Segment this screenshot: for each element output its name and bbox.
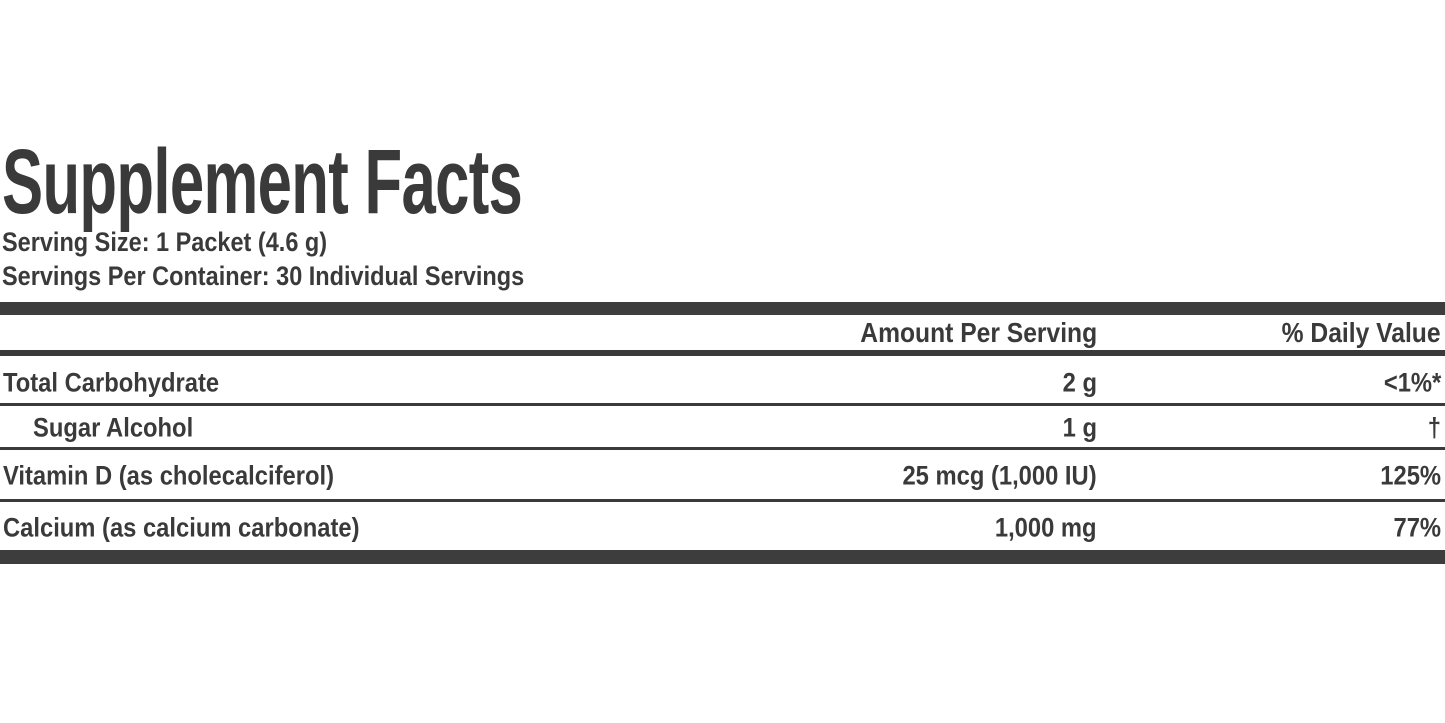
thick-divider-bottom [0,550,1445,564]
label-title: Supplement Facts [2,131,523,233]
table-row [0,505,1445,550]
nutrient-daily-value: <1%* [1383,367,1441,397]
nutrient-daily-value: 125% [1380,460,1441,491]
nutrient-name: Sugar Alcohol [33,412,194,443]
column-header-amount-per-serving: Amount Per Serving [860,316,1097,348]
nutrient-name: Vitamin D (as cholecalciferol) [3,460,335,491]
nutrient-amount: 1,000 mg [995,512,1097,542]
table-row [0,409,1445,450]
table-row [0,453,1445,502]
nutrient-amount: 1 g [1062,412,1097,443]
nutrient-name: Total Carbohydrate [3,367,220,397]
nutrient-amount: 25 mcg (1,000 IU) [902,460,1097,491]
serving-size-text: Serving Size: 1 Packet (4.6 g) [2,227,328,257]
servings-per-container-text: Servings Per Container: 30 Individual Servings [2,261,525,291]
column-header-daily-value: % Daily Value [1282,316,1441,348]
nutrient-amount: 2 g [1062,367,1097,397]
nutrient-name: Calcium (as calcium carbonate) [3,512,360,542]
thick-divider-top [0,302,1445,315]
nutrient-daily-value: † [1427,412,1441,443]
table-row [0,362,1445,406]
nutrient-daily-value: 77% [1393,512,1441,542]
table-header-row [0,315,1445,356]
